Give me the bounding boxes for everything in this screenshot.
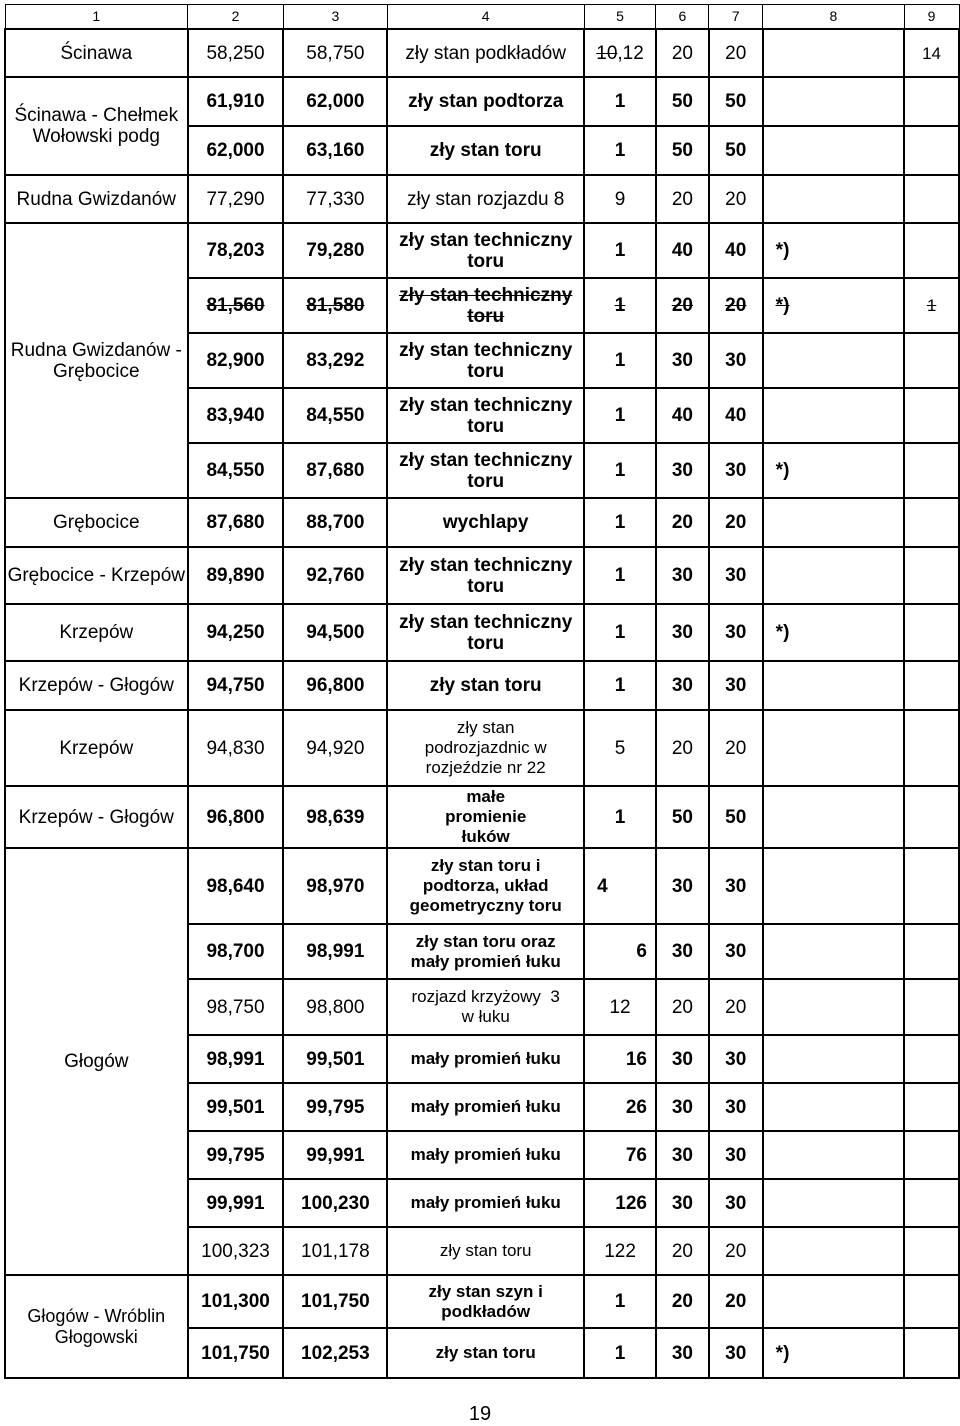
reason: zły stan techniczny toru: [387, 604, 584, 661]
speed-b: 20: [709, 1275, 763, 1328]
col9: [904, 1179, 959, 1227]
track-count: 1: [584, 278, 656, 333]
reason: zły stan techniczny toru: [387, 547, 584, 604]
km-to: 101,750: [283, 1275, 387, 1328]
table-row: [5, 175, 959, 223]
speed-b: 20: [709, 175, 763, 223]
speed-b: 30: [709, 1035, 763, 1083]
speed-b: 20: [709, 710, 763, 786]
speed-a: 30: [656, 1083, 709, 1131]
reason: zły stan toru i podtorza, układ geometryczny toru: [387, 848, 584, 924]
reason: zły stan toru oraz mały promień łuku: [387, 924, 584, 979]
note: [763, 126, 904, 175]
note: [763, 979, 904, 1035]
speed-a: 50: [656, 786, 709, 848]
km-to: 58,750: [283, 29, 387, 77]
col-header: 4: [387, 5, 584, 30]
km-to: 98,991: [283, 924, 387, 979]
section-name: Krzepów - Głogów: [5, 661, 188, 710]
km-to: 94,500: [283, 604, 387, 661]
col9: [904, 1227, 959, 1275]
table-row: [5, 29, 959, 77]
header-row: [5, 5, 959, 30]
km-to: 94,920: [283, 710, 387, 786]
track-count: 9: [584, 175, 656, 223]
speed-b: 50: [709, 786, 763, 848]
col9: [904, 848, 959, 924]
km-from: 89,890: [188, 547, 284, 604]
col9: 1: [904, 278, 959, 333]
km-to: 100,230: [283, 1179, 387, 1227]
note: [763, 1227, 904, 1275]
col9: [904, 661, 959, 710]
note: [763, 1035, 904, 1083]
speed-b: 20: [709, 29, 763, 77]
km-to: 98,970: [283, 848, 387, 924]
speed-a: 20: [656, 710, 709, 786]
table-row: [5, 498, 959, 547]
table-row: [5, 1275, 959, 1328]
note: [763, 1275, 904, 1328]
km-to: 84,550: [283, 388, 387, 443]
note: [763, 924, 904, 979]
note: *): [763, 223, 904, 278]
km-to: 87,680: [283, 443, 387, 498]
section-name: Głogów - Wróblin Głogowski: [5, 1275, 188, 1378]
reason: zły stan techniczny toru: [387, 388, 584, 443]
col-header: 3: [283, 5, 387, 30]
speed-a: 30: [656, 924, 709, 979]
speed-a: 30: [656, 848, 709, 924]
note: [763, 498, 904, 547]
col-header: 2: [188, 5, 284, 30]
speed-b: 30: [709, 661, 763, 710]
note: *): [763, 1328, 904, 1378]
speed-b: 40: [709, 388, 763, 443]
reason-count: 3: [550, 987, 560, 1006]
speed-b: 30: [709, 1131, 763, 1179]
note: [763, 710, 904, 786]
col-header: 9: [904, 5, 959, 30]
speed-a: 50: [656, 77, 709, 126]
track-count: 126: [584, 1179, 656, 1227]
track-count: 1: [584, 661, 656, 710]
col-header: 8: [763, 5, 904, 30]
km-to: 101,178: [283, 1227, 387, 1275]
track-count: 1: [584, 1275, 656, 1328]
km-to: 96,800: [283, 661, 387, 710]
table-row: [5, 786, 959, 848]
track-count: 1: [584, 223, 656, 278]
table-row: [5, 710, 959, 786]
col9: [904, 710, 959, 786]
speed-a: 20: [656, 29, 709, 77]
speed-b: 50: [709, 126, 763, 175]
km-from: 100,323: [188, 1227, 284, 1275]
section-name: Ścinawa - Chełmek Wołowski podg: [5, 77, 188, 175]
km-to: 98,639: [283, 786, 387, 848]
reason: zły stan toru: [387, 661, 584, 710]
km-to: 63,160: [283, 126, 387, 175]
km-to: 62,000: [283, 77, 387, 126]
track-count: 5: [584, 710, 656, 786]
note: [763, 848, 904, 924]
reason: zły stan toru: [387, 1227, 584, 1275]
section-name: Rudna Gwizdanów - Grębocice: [5, 223, 188, 498]
col9: [904, 443, 959, 498]
reason: małe promienie łuków: [387, 786, 584, 848]
track-count: 1: [584, 388, 656, 443]
speed-b: 30: [709, 924, 763, 979]
km-from: 77,290: [188, 175, 284, 223]
track-count: 26: [584, 1083, 656, 1131]
speed-b: 30: [709, 1179, 763, 1227]
col-header: 6: [656, 5, 709, 30]
reason: mały promień łuku: [387, 1083, 584, 1131]
reason: zły stan szyn i podkładów: [387, 1275, 584, 1328]
reason: zły stan techniczny toru: [387, 223, 584, 278]
speed-a: 20: [656, 1275, 709, 1328]
reason-count: 8: [553, 188, 565, 210]
note: *): [763, 604, 904, 661]
col9: [904, 979, 959, 1035]
table-row: [5, 77, 959, 126]
track-count: 1: [584, 126, 656, 175]
speed-a: 20: [656, 175, 709, 223]
track-count: 1: [584, 604, 656, 661]
track-count: 1: [584, 77, 656, 126]
km-to: 79,280: [283, 223, 387, 278]
reason: zły stan techniczny toru: [387, 333, 584, 388]
note: *): [763, 443, 904, 498]
speed-a: 20: [656, 278, 709, 333]
km-from: 81,560: [188, 278, 284, 333]
km-from: 78,203: [188, 223, 284, 278]
km-to: 83,292: [283, 333, 387, 388]
section-name: Krzepów: [5, 710, 188, 786]
speed-a: 30: [656, 333, 709, 388]
restrictions-table: [4, 4, 960, 1379]
speed-b: 20: [709, 1227, 763, 1275]
track-count: [584, 29, 656, 77]
km-to: 99,501: [283, 1035, 387, 1083]
note: [763, 333, 904, 388]
km-from: 87,680: [188, 498, 284, 547]
col9: 14: [904, 29, 959, 77]
reason-text-b: w łuku: [461, 1007, 510, 1026]
km-from: 99,795: [188, 1131, 284, 1179]
speed-b: 30: [709, 604, 763, 661]
km-from: 94,250: [188, 604, 284, 661]
track-count: 1: [584, 547, 656, 604]
km-from: 84,550: [188, 443, 284, 498]
km-from: 98,640: [188, 848, 284, 924]
km-to: 99,991: [283, 1131, 387, 1179]
speed-b: 20: [709, 498, 763, 547]
reason: zły stan techniczny toru: [387, 278, 584, 333]
reason: zły stan podkładów: [387, 29, 584, 77]
reason: zły stan podtorza: [387, 77, 584, 126]
km-from: 98,700: [188, 924, 284, 979]
track-count: 1: [584, 443, 656, 498]
speed-b: 30: [709, 443, 763, 498]
col9: [904, 1035, 959, 1083]
page-number: 19: [468, 1403, 492, 1425]
col9: [904, 1131, 959, 1179]
col9: [904, 547, 959, 604]
section-name: Grębocice - Krzepów: [5, 547, 188, 604]
col-header: 7: [709, 5, 763, 30]
track-count: 1: [584, 333, 656, 388]
track-count: 76: [584, 1131, 656, 1179]
km-to: 88,700: [283, 498, 387, 547]
speed-a: 20: [656, 1227, 709, 1275]
note: [763, 1131, 904, 1179]
speed-a: 30: [656, 443, 709, 498]
reason: wychlapy: [387, 498, 584, 547]
note: [763, 661, 904, 710]
speed-b: 20: [709, 979, 763, 1035]
col-header: 5: [584, 5, 656, 30]
km-from: 58,250: [188, 29, 284, 77]
col9: [904, 786, 959, 848]
reason: zły stan toru: [387, 126, 584, 175]
speed-b: 40: [709, 223, 763, 278]
section-name: Ścinawa: [5, 29, 188, 77]
reason: zły stan toru: [387, 1328, 584, 1378]
col9: [904, 223, 959, 278]
track-count: 16: [584, 1035, 656, 1083]
section-name: Krzepów - Głogów: [5, 786, 188, 848]
speed-b: 30: [709, 333, 763, 388]
km-from: 83,940: [188, 388, 284, 443]
km-from: 82,900: [188, 333, 284, 388]
speed-a: 30: [656, 1131, 709, 1179]
reason: mały promień łuku: [387, 1179, 584, 1227]
track-count: 12: [584, 979, 656, 1035]
note: [763, 77, 904, 126]
section-name: Grębocice: [5, 498, 188, 547]
note: [763, 29, 904, 77]
speed-a: 50: [656, 126, 709, 175]
track-count: 1: [584, 1328, 656, 1378]
reason: mały promień łuku: [387, 1131, 584, 1179]
speed-a: 20: [656, 979, 709, 1035]
track-count: 1: [584, 498, 656, 547]
km-from: 101,750: [188, 1328, 284, 1378]
km-to: 77,330: [283, 175, 387, 223]
km-to: 92,760: [283, 547, 387, 604]
track-count: 6: [584, 924, 656, 979]
km-from: 99,501: [188, 1083, 284, 1131]
note: [763, 1179, 904, 1227]
col9: [904, 498, 959, 547]
speed-a: 30: [656, 604, 709, 661]
col9: [904, 1275, 959, 1328]
reason: mały promień łuku: [387, 1035, 584, 1083]
section-name: Głogów: [5, 848, 188, 1275]
km-to: 98,800: [283, 979, 387, 1035]
speed-b: 50: [709, 77, 763, 126]
km-from: 96,800: [188, 786, 284, 848]
col9: [904, 333, 959, 388]
speed-b: 20: [709, 278, 763, 333]
km-from: 94,750: [188, 661, 284, 710]
track-count-tail: ,12: [617, 42, 644, 64]
col9: [904, 1328, 959, 1378]
speed-a: 20: [656, 498, 709, 547]
speed-b: 30: [709, 1328, 763, 1378]
note: [763, 388, 904, 443]
km-from: 101,300: [188, 1275, 284, 1328]
track-count-strike: 10: [596, 42, 618, 64]
reason-text-a: rozjazd krzyżowy: [411, 987, 541, 1006]
reason: zły stan techniczny toru: [387, 443, 584, 498]
section-name: Rudna Gwizdanów: [5, 175, 188, 223]
table-row: [5, 223, 959, 278]
speed-a: 40: [656, 223, 709, 278]
col9: [904, 1083, 959, 1131]
km-to: 99,795: [283, 1083, 387, 1131]
col9: [904, 126, 959, 175]
speed-a: 30: [656, 547, 709, 604]
speed-a: 30: [656, 1179, 709, 1227]
col9: [904, 175, 959, 223]
col9: [904, 604, 959, 661]
note: *): [763, 278, 904, 333]
km-from: 62,000: [188, 126, 284, 175]
track-count: 1: [584, 786, 656, 848]
table-row: [5, 848, 959, 924]
km-from: 99,991: [188, 1179, 284, 1227]
col9: [904, 77, 959, 126]
col9: [904, 924, 959, 979]
km-from: 98,991: [188, 1035, 284, 1083]
note: [763, 786, 904, 848]
km-to: 81,580: [283, 278, 387, 333]
track-count: 4: [584, 848, 656, 924]
col9: [904, 388, 959, 443]
speed-a: 40: [656, 388, 709, 443]
speed-a: 30: [656, 661, 709, 710]
table-row: [5, 547, 959, 604]
reason-text: zły stan rozjazdu: [407, 188, 549, 210]
note: [763, 175, 904, 223]
col-header: 1: [5, 5, 188, 30]
table-row: [5, 661, 959, 710]
reason: [387, 979, 584, 1035]
km-to: 102,253: [283, 1328, 387, 1378]
km-from: 61,910: [188, 77, 284, 126]
reason: zły stan podrozjazdnic w rozjeździe nr 22: [387, 710, 584, 786]
speed-b: 30: [709, 848, 763, 924]
km-from: 98,750: [188, 979, 284, 1035]
speed-a: 30: [656, 1035, 709, 1083]
table-row: [5, 604, 959, 661]
reason: [387, 175, 584, 223]
track-count: 122: [584, 1227, 656, 1275]
note: [763, 1083, 904, 1131]
speed-a: 30: [656, 1328, 709, 1378]
section-name: Krzepów: [5, 604, 188, 661]
speed-b: 30: [709, 1083, 763, 1131]
km-from: 94,830: [188, 710, 284, 786]
speed-b: 30: [709, 547, 763, 604]
note: [763, 547, 904, 604]
